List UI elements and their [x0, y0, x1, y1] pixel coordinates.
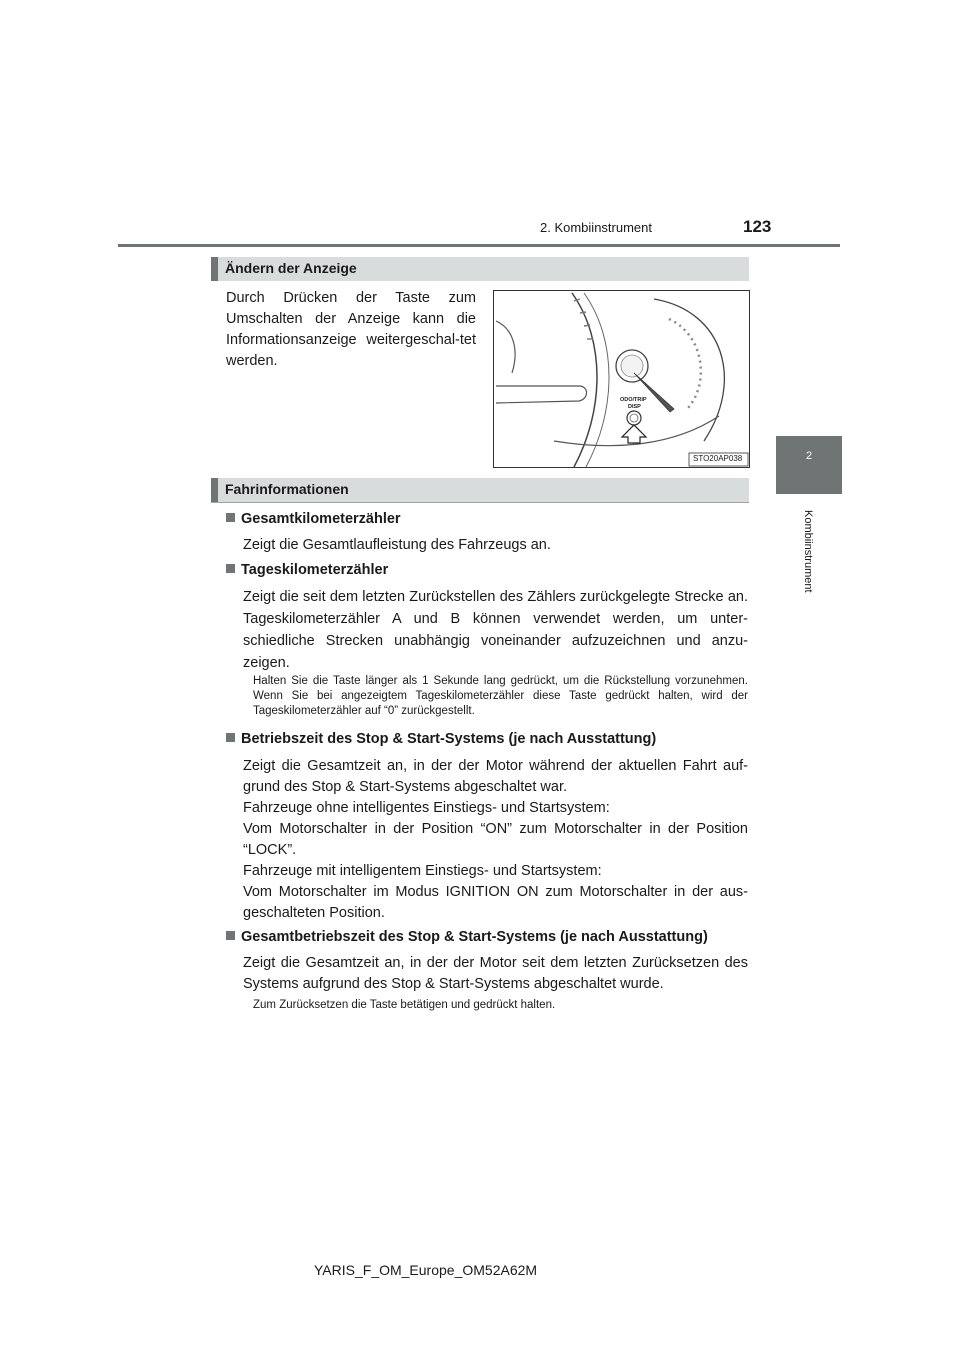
square-bullet-icon — [226, 564, 235, 573]
section-title: Ändern der Anzeige — [225, 260, 357, 276]
item-text: Zeigt die seit dem letzten Zurückstellen des Zählers zurückgelegte Strecke an. Tageskilometerzähler A und B können verwendet werden, um unter-schiedliche Strecken unabhängig voneinander aufzuzeichnen und anzu-zeigen. — [243, 589, 748, 671]
item-heading-gesamtkilometerzaehler — [226, 511, 401, 527]
item-heading-text: Gesamtkilometerzähler — [241, 511, 401, 527]
item-heading-text: Betriebszeit des Stop & Start-Systems (je nach Ausstattung) — [241, 731, 657, 747]
button-label-disp: DISP — [628, 404, 641, 410]
footer-document-code: YARIS_F_OM_Europe_OM52A62M — [314, 1262, 538, 1278]
item-heading-gesamtbetriebszeit — [226, 929, 708, 945]
header-rule — [118, 244, 840, 247]
instrument-cluster-figure — [493, 290, 750, 468]
item-text-line: Fahrzeuge ohne intelligentes Einstiegs- und Startsystem: — [243, 800, 610, 816]
section-rule — [211, 502, 749, 503]
section-marker — [211, 478, 218, 502]
item-heading-text: Gesamtbetriebszeit des Stop & Start-Systems (je nach Ausstattung) — [241, 929, 708, 945]
chapter-tab-title — [800, 510, 816, 630]
square-bullet-icon — [226, 733, 235, 742]
item-text-block — [243, 756, 748, 924]
chapter-tab-title-text: Kombiinstrument — [802, 510, 814, 593]
button-label-odo: ODO/TRIP — [620, 397, 647, 403]
chapter-tab — [776, 436, 842, 494]
item-text-line: Zeigt die Gesamtzeit an, in der der Motor während der aktuellen Fahrt auf-grund des Stop & Start-Systems abgeschaltet war. — [243, 758, 748, 795]
section-title: Fahrinformationen — [225, 481, 349, 497]
square-bullet-icon — [226, 513, 235, 522]
chapter-title: 2. Kombiinstrument — [540, 220, 652, 235]
item-note: Zum Zurücksetzen die Taste betätigen und gedrückt halten. — [253, 999, 556, 1011]
section-marker — [211, 257, 218, 281]
chapter-tab-number: 2 — [805, 450, 813, 462]
cluster-illustration — [494, 291, 749, 467]
item-heading-text: Tageskilometerzähler — [241, 562, 389, 578]
item-heading-betriebszeit — [226, 731, 656, 747]
square-bullet-icon — [226, 931, 235, 940]
section-intro-text: Durch Drücken der Taste zum Umschalten der Anzeige kann die Informationsanzeige weitergeschal-tet werden. — [226, 290, 476, 369]
item-text-line: Fahrzeuge mit intelligentem Einstiegs- und Startsystem: — [243, 863, 602, 879]
item-text-line: Vom Motorschalter im Modus IGNITION ON zum Motorschalter in der aus-geschalteten Position. — [243, 884, 748, 921]
item-text: Zeigt die Gesamtzeit an, in der der Motor seit dem letzten Zurücksetzen des Systems aufgrund des Stop & Start-Systems abgeschaltet wurde. — [243, 955, 748, 992]
item-heading-tageskilometerzaehler — [226, 562, 388, 578]
section-heading-fahrinformationen — [211, 478, 749, 502]
item-text-line: Vom Motorschalter in der Position “ON” zum Motorschalter in der Position “LOCK”. — [243, 821, 748, 858]
figure-code: STO20AP038 — [693, 454, 743, 463]
section-heading-aendern — [211, 257, 749, 281]
page-number: 123 — [743, 217, 772, 236]
item-text: Zeigt die Gesamtlaufleistung des Fahrzeugs an. — [243, 537, 551, 553]
item-note: Halten Sie die Taste länger als 1 Sekunde lang gedrückt, um die Rückstellung vorzunehmen. Wenn Sie bei angezeigtem Tageskilometerzähler diese Taste gedrückt halten, wird der Tageskilometerzähler auf “0” zurückgestellt. — [253, 675, 748, 717]
